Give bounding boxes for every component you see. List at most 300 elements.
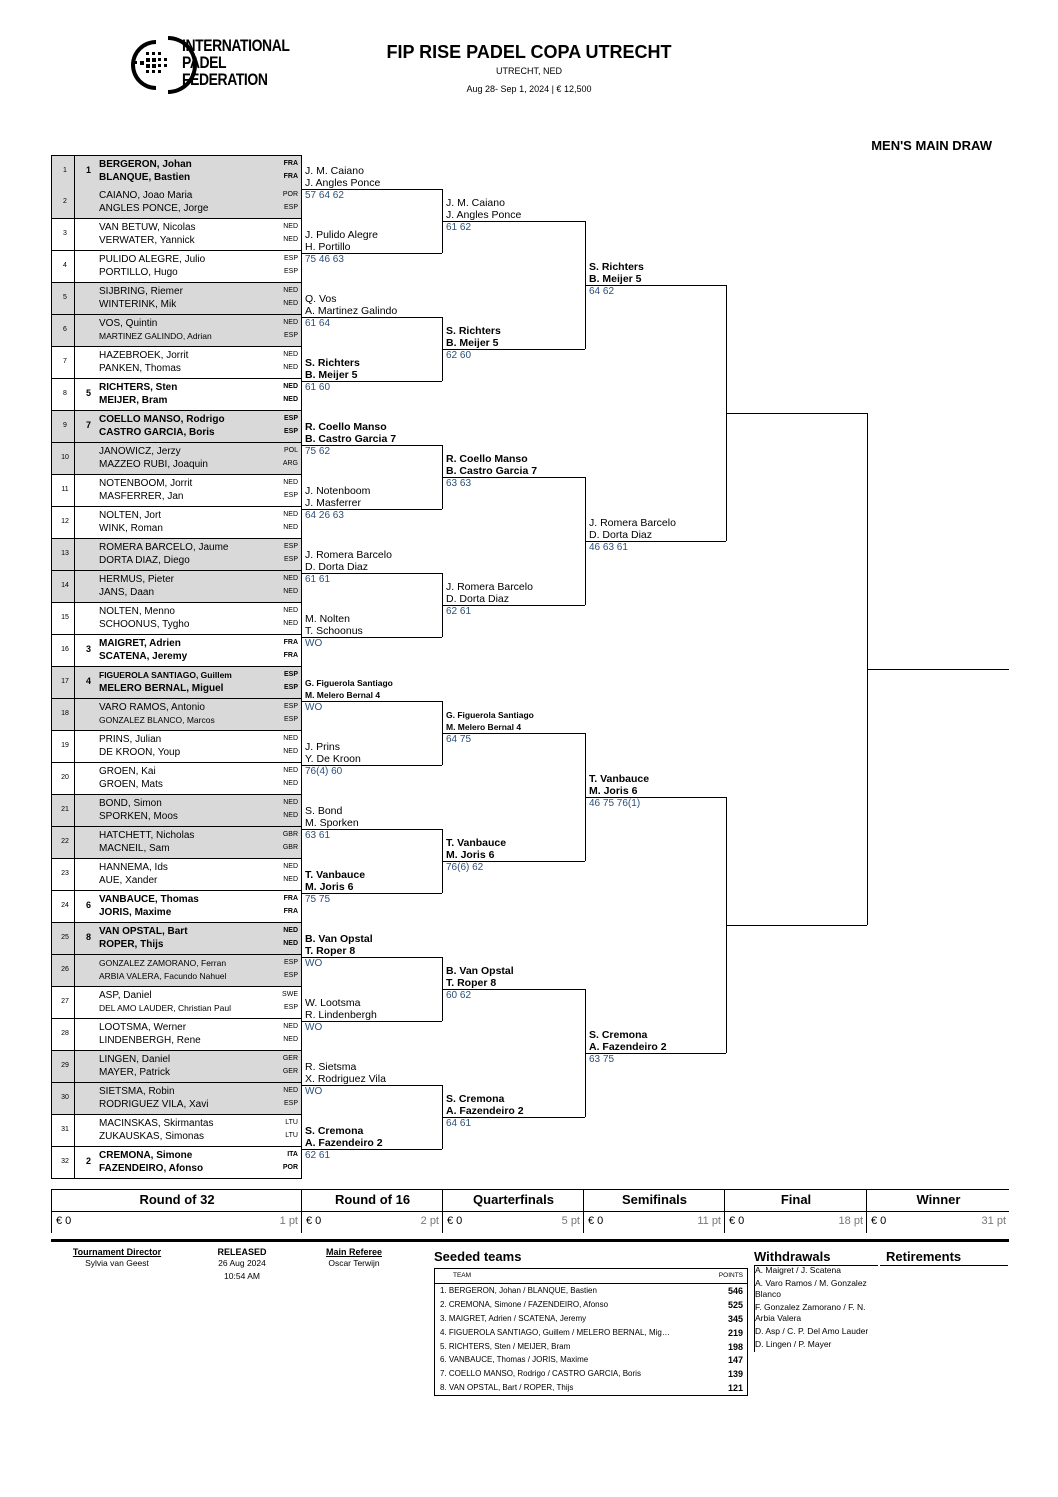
- player-2: MAZZEO RUBI, Joaquin: [99, 459, 208, 470]
- referee-block: [302, 1247, 406, 1270]
- director-block: [62, 1247, 172, 1270]
- round-prize-cell: [442, 1211, 584, 1233]
- player-1: MACINSKAS, Skirmantas: [99, 1118, 214, 1129]
- player-2: CASTRO GARCIA, Boris: [99, 427, 215, 438]
- qf-team-2: B. Castro Garcia 7: [446, 465, 538, 477]
- country-2: ESP: [283, 268, 298, 275]
- country-1: POR: [282, 191, 298, 198]
- slot-number: 2: [63, 198, 67, 205]
- seeded-team: 4. FIGUEROLA SANTIAGO, Guillem / MELERO BERNAL, Mig…: [440, 1327, 670, 1337]
- tournament-location: UTRECHT, NED: [495, 66, 562, 76]
- slot-divider: [74, 891, 75, 922]
- final-line: [727, 413, 867, 414]
- player-2: PORTILLO, Hugo: [99, 267, 178, 278]
- round-name: Semifinals: [583, 1189, 725, 1211]
- qf-team-1: G. Figuerola Santiago: [446, 710, 534, 720]
- withdrawal-item: D. Lingen / P. Mayer: [755, 1339, 832, 1349]
- country-1: NED: [283, 767, 298, 774]
- player-2: MELERO BERNAL, Miguel: [99, 683, 224, 694]
- r16-score: 61 61: [305, 574, 331, 585]
- seeded-team: 2. CREMONA, Simone / FAZENDEIRO, Afonso: [440, 1299, 609, 1309]
- country-1: POL: [283, 447, 298, 454]
- seed-number: 7: [86, 420, 92, 430]
- r16-team-1: J. Pulido Alegre: [305, 229, 378, 241]
- round-points: 5 pt: [561, 1215, 580, 1227]
- qf-team-2: A. Fazendeiro 2: [446, 1105, 524, 1117]
- round-prize-cell: [724, 1211, 867, 1233]
- qf-team-2: B. Meijer 5: [446, 337, 499, 349]
- player-2: WINK, Roman: [99, 523, 163, 534]
- seeded-row: [435, 1353, 747, 1367]
- r16-score: 75 75: [305, 894, 331, 905]
- country-1: FRA: [283, 160, 298, 167]
- player-1: VARO RAMOS, Antonio: [99, 702, 205, 713]
- slot-number: 18: [61, 710, 69, 717]
- player-1: HANNEMA, Ids: [99, 862, 168, 873]
- player-1: NOLTEN, Jort: [99, 510, 162, 521]
- player-2: GONZALEZ BLANCO, Marcos: [99, 715, 215, 725]
- draw-name: MEN'S MAIN DRAW: [871, 138, 992, 153]
- seeded-row: [435, 1284, 747, 1298]
- released-time: 10:54 AM: [224, 1271, 260, 1281]
- country-2: ESP: [283, 492, 298, 499]
- sf-team-2: M. Joris 6: [589, 785, 638, 797]
- slot-divider: [74, 827, 75, 858]
- player-1: RICHTERS, Sten: [99, 382, 178, 393]
- seeded-row: [435, 1326, 747, 1340]
- draw-slot: [51, 1083, 302, 1115]
- qf-team-1: B. Van Opstal: [446, 965, 514, 977]
- player-2: DEL AMO LAUDER, Christian Paul: [99, 1003, 231, 1013]
- seeded-row: [435, 1381, 747, 1395]
- player-1: BOND, Simon: [99, 798, 162, 809]
- referee-label: Main Referee: [325, 1247, 383, 1257]
- logo-text: INTERNATIONAL PADEL FEDERATION: [182, 36, 290, 89]
- qf-team-1: S. Richters: [446, 325, 501, 337]
- slot-divider: [74, 1115, 75, 1146]
- round-prize-cell: [301, 1211, 443, 1233]
- slot-divider: [74, 603, 75, 634]
- country-1: NED: [283, 383, 298, 390]
- slot-number: 15: [61, 614, 69, 621]
- slot-divider: [74, 315, 75, 346]
- qf-score: 62 61: [446, 606, 472, 617]
- withdrawal-item: D. Asp / C. P. Del Amo Lauder: [755, 1326, 869, 1336]
- slot-divider: [74, 411, 75, 442]
- player-2: ZUKAUSKAS, Simonas: [99, 1131, 205, 1142]
- player-1: NOTENBOOM, Jorrit: [99, 478, 193, 489]
- player-2: MEIJER, Bram: [99, 395, 168, 406]
- released-date: 26 Aug 2024: [218, 1258, 266, 1268]
- player-2: BLANQUE, Bastien: [99, 172, 191, 183]
- r16-team-2: R. Lindenbergh: [305, 1009, 377, 1021]
- sf-score: 64 62: [589, 286, 615, 297]
- director-name: Sylvia van Geest: [85, 1258, 149, 1268]
- country-2: FRA: [283, 908, 298, 915]
- player-2: ARBIA VALERA, Facundo Nahuel: [99, 971, 227, 981]
- player-1: MAIGRET, Adrien: [99, 638, 181, 649]
- qf-team-1: J. M. Caiano: [446, 197, 505, 209]
- seeded-points: 219: [727, 1327, 743, 1338]
- country-1: ESP: [283, 543, 298, 550]
- country-2: NED: [283, 780, 298, 787]
- slot-number: 27: [61, 998, 69, 1005]
- slot-number: 8: [63, 390, 67, 397]
- country-1: NED: [283, 1023, 298, 1030]
- slot-number: 30: [61, 1094, 69, 1101]
- player-1: VAN OPSTAL, Bart: [99, 926, 188, 937]
- qf-score: 61 62: [446, 222, 472, 233]
- withdrawals-list: [754, 1265, 877, 1352]
- country-1: NED: [283, 287, 298, 294]
- seeded-title: Seeded teams: [434, 1249, 522, 1264]
- slot-divider: [74, 283, 75, 314]
- slot-divider: [74, 1051, 75, 1082]
- draw-slot: [51, 1115, 302, 1147]
- country-1: NED: [283, 479, 298, 486]
- slot-number: 1: [63, 167, 67, 174]
- round-name: Round of 32: [51, 1189, 302, 1211]
- player-1: NOLTEN, Menno: [99, 606, 175, 617]
- slot-number: 28: [61, 1030, 69, 1037]
- seed-number: 4: [86, 676, 92, 686]
- seeded-team: 3. MAIGRET, Adrien / SCATENA, Jeremy: [440, 1313, 587, 1323]
- country-2: NED: [283, 620, 298, 627]
- country-2: ESP: [283, 972, 298, 979]
- draw-slot: [51, 443, 302, 475]
- slot-divider: [74, 347, 75, 378]
- withdrawal-item: F. Gonzalez Zamorano / F. N. Arbia Valera: [755, 1302, 866, 1323]
- r16-team-2: H. Portillo: [305, 241, 351, 253]
- r16-team-1: S. Richters: [305, 357, 360, 369]
- r16-team-1: T. Vanbauce: [305, 869, 366, 881]
- player-2: RODRIGUEZ VILA, Xavi: [99, 1099, 209, 1110]
- round-name: Winner: [866, 1189, 1010, 1211]
- player-1: VANBAUCE, Thomas: [99, 894, 199, 905]
- r16-team-2: B. Castro Garcia 7: [305, 433, 397, 445]
- country-1: NED: [283, 927, 298, 934]
- country-2: ESP: [283, 556, 298, 563]
- draw-slot: [51, 219, 302, 251]
- round-prize-cell: [866, 1211, 1010, 1233]
- country-2: ESP: [283, 428, 298, 435]
- sf-team-1: T. Vanbauce: [589, 773, 650, 785]
- player-1: HAZEBROEK, Jorrit: [99, 350, 189, 361]
- country-1: GBR: [282, 831, 298, 838]
- released-label: RELEASED: [217, 1247, 267, 1257]
- seed-number: 1: [86, 165, 92, 175]
- country-2: ESP: [283, 1004, 298, 1011]
- slot-divider: [74, 443, 75, 474]
- country-1: ITA: [287, 1151, 298, 1158]
- seeded-row: [435, 1367, 747, 1381]
- footer-rule: [51, 1239, 1009, 1242]
- r16-team-2: T. Roper 8: [305, 945, 356, 957]
- qf-team-2: D. Dorta Diaz: [446, 593, 510, 605]
- slot-divider: [74, 795, 75, 826]
- seeded-team: 5. RICHTERS, Sten / MEIJER, Bram: [440, 1341, 571, 1351]
- player-1: PULIDO ALEGRE, Julio: [99, 254, 206, 265]
- released-block: [190, 1247, 294, 1283]
- slot-number: 20: [61, 774, 69, 781]
- round-prize: € 0: [729, 1215, 745, 1227]
- player-2: SCHOONUS, Tygho: [99, 619, 190, 630]
- slot-divider: [74, 763, 75, 794]
- slot-number: 26: [61, 966, 69, 973]
- r16-team-2: M. Joris 6: [305, 881, 354, 893]
- r16-line: [302, 701, 442, 702]
- country-1: NED: [283, 607, 298, 614]
- player-1: GONZALEZ ZAMORANO, Ferran: [99, 958, 227, 968]
- qf-team-1: S. Cremona: [446, 1093, 505, 1105]
- player-1: VAN BETUW, Nicolas: [99, 222, 196, 233]
- draw-slot: [51, 283, 302, 315]
- seeded-table: [434, 1268, 748, 1396]
- r16-team-1: M. Nolten: [305, 613, 350, 625]
- sf-score: 46 63 61: [589, 542, 628, 553]
- slot-divider: [74, 1147, 75, 1178]
- country-1: NED: [283, 799, 298, 806]
- seed-number: 8: [86, 932, 92, 942]
- r16-line: [302, 957, 442, 958]
- country-2: NED: [283, 588, 298, 595]
- slot-number: 3: [63, 230, 67, 237]
- country-1: NED: [283, 511, 298, 518]
- seed-number: 2: [86, 1156, 92, 1166]
- player-2: DE KROON, Youp: [99, 747, 181, 758]
- withdrawal-item: A. Varo Ramos / M. Gonzalez Blanco: [755, 1278, 867, 1299]
- qf-score: 60 62: [446, 990, 472, 1001]
- r16-score: WO: [305, 638, 323, 649]
- country-2: GBR: [282, 844, 298, 851]
- r16-team-2: T. Schoonus: [305, 625, 363, 637]
- country-1: LTU: [285, 1119, 298, 1126]
- slot-number: 11: [61, 486, 69, 493]
- slot-divider: [74, 187, 75, 218]
- rounds-mid-rule: [51, 1211, 1009, 1212]
- draw-slot: [51, 603, 302, 635]
- round-prize-cell: [583, 1211, 725, 1233]
- country-1: NED: [283, 319, 298, 326]
- player-1: PRINS, Julian: [99, 734, 162, 745]
- tournament-title: FIP RISE PADEL COPA UTRECHT: [386, 42, 672, 62]
- slot-divider: [74, 1019, 75, 1050]
- r16-score: WO: [305, 958, 323, 969]
- country-2: ESP: [283, 1100, 298, 1107]
- draw-slot: [51, 731, 302, 763]
- slot-divider: [74, 379, 75, 410]
- country-2: POR: [282, 1164, 298, 1171]
- slot-divider: [74, 475, 75, 506]
- draw-slot: [51, 859, 302, 891]
- player-1: LOOTSMA, Werner: [99, 1022, 187, 1033]
- r16-score: 76(4) 60: [305, 766, 343, 777]
- slot-divider: [74, 923, 75, 954]
- seeded-row: [435, 1340, 747, 1354]
- r16-team-2: X. Rodriguez Vila: [305, 1073, 386, 1085]
- round-prize: € 0: [306, 1215, 322, 1227]
- sf-team-2: B. Meijer 5: [589, 273, 642, 285]
- seeded-header: [435, 1269, 747, 1284]
- r16-score: WO: [305, 702, 323, 713]
- player-2: WINTERINK, Mik: [99, 299, 177, 310]
- slot-number: 22: [61, 838, 69, 845]
- round-prize: € 0: [56, 1215, 72, 1227]
- player-1: ROMERA BARCELO, Jaume: [99, 542, 229, 553]
- player-1: HERMUS, Pieter: [99, 574, 175, 585]
- team-col-header: TEAM: [453, 1272, 472, 1279]
- round-prize-cell: [51, 1211, 302, 1233]
- sf-team-2: D. Dorta Diaz: [589, 529, 653, 541]
- draw-slot: [51, 347, 302, 379]
- slot-number: 14: [61, 582, 69, 589]
- sf-team-1: J. Romera Barcelo: [589, 517, 676, 529]
- r16-team-1: W. Lootsma: [305, 997, 361, 1009]
- player-2: FAZENDEIRO, Afonso: [99, 1163, 204, 1174]
- r16-team-1: B. Van Opstal: [305, 933, 373, 945]
- r16-team-2: M. Melero Bernal 4: [305, 690, 381, 700]
- player-1: SIJBRING, Riemer: [99, 286, 183, 297]
- draw-slot: [51, 1019, 302, 1051]
- player-2: DORTA DIAZ, Diego: [99, 555, 190, 566]
- seeded-points: 139: [727, 1369, 743, 1380]
- r16-team-1: J. M. Caiano: [305, 165, 364, 177]
- player-2: ROPER, Thijs: [99, 939, 164, 950]
- draw-slot: [51, 827, 302, 859]
- player-2: MAYER, Patrick: [99, 1067, 170, 1078]
- player-1: FIGUEROLA SANTIAGO, Guillem: [99, 670, 232, 680]
- draw-slot: [51, 763, 302, 795]
- r16-line: [302, 1085, 442, 1086]
- slot-divider: [74, 571, 75, 602]
- slot-divider: [74, 635, 75, 666]
- country-1: ESP: [283, 703, 298, 710]
- slot-divider: [74, 699, 75, 730]
- qf-team-2: M. Melero Bernal 4: [446, 722, 522, 732]
- draw-slot: [51, 667, 302, 699]
- r16-team-1: G. Figuerola Santiago: [305, 678, 393, 688]
- qf-team-2: J. Angles Ponce: [446, 209, 522, 221]
- r16-team-2: A. Martinez Galindo: [305, 305, 398, 317]
- qf-score: 63 63: [446, 478, 472, 489]
- sf-team-2: A. Fazendeiro 2: [589, 1041, 667, 1053]
- player-2: PANKEN, Thomas: [99, 363, 181, 374]
- draw-slot: [51, 379, 302, 411]
- country-1: FRA: [283, 895, 298, 902]
- r16-line: [302, 1021, 442, 1022]
- r16-score: WO: [305, 1086, 323, 1097]
- slot-number: 19: [61, 742, 69, 749]
- r16-team-1: S. Cremona: [305, 1125, 364, 1137]
- draw-slot: [51, 987, 302, 1019]
- round-name: Quarterfinals: [442, 1189, 584, 1211]
- seeded-points: 198: [727, 1341, 743, 1352]
- country-1: ESP: [283, 255, 298, 262]
- draw-slot: [51, 155, 302, 188]
- r16-score: 57 64 62: [305, 190, 344, 201]
- player-1: GROEN, Kai: [99, 766, 156, 777]
- slot-number: 4: [63, 262, 67, 269]
- country-2: ESP: [283, 332, 298, 339]
- r16-team-1: J. Romera Barcelo: [305, 549, 392, 561]
- r16-team-1: Q. Vos: [305, 293, 337, 305]
- qf-team-2: M. Joris 6: [446, 849, 495, 861]
- player-1: SIETSMA, Robin: [99, 1086, 175, 1097]
- round-prize: € 0: [871, 1215, 887, 1227]
- slot-number: 13: [61, 550, 69, 557]
- seeded-row: [435, 1312, 747, 1326]
- r16-line: [302, 637, 442, 638]
- country-1: ESP: [283, 959, 298, 966]
- round-points: 11 pt: [697, 1215, 721, 1227]
- player-2: MACNEIL, Sam: [99, 843, 170, 854]
- director-label: Tournament Director: [72, 1247, 162, 1257]
- referee-name: Oscar Terwijn: [328, 1258, 380, 1268]
- seeded-team: 8. VAN OPSTAL, Bart / ROPER, Thijs: [440, 1383, 574, 1393]
- draw-slot: [51, 475, 302, 507]
- seed-number: 3: [86, 644, 92, 654]
- player-2: VERWATER, Yannick: [99, 235, 195, 246]
- country-1: NED: [283, 863, 298, 870]
- draw-slot: [51, 315, 302, 347]
- player-1: LINGEN, Daniel: [99, 1054, 171, 1065]
- player-1: CAIANO, Joao Maria: [99, 190, 193, 201]
- country-1: SWE: [282, 991, 298, 998]
- round-points: 1 pt: [279, 1215, 298, 1227]
- withdrawals-title: Withdrawals: [754, 1249, 831, 1264]
- slot-number: 7: [63, 358, 67, 365]
- points-col-header: POINTS: [718, 1272, 743, 1279]
- country-1: NED: [283, 351, 298, 358]
- seed-number: 5: [86, 388, 92, 398]
- slot-number: 23: [61, 870, 69, 877]
- seeded-points: 525: [727, 1299, 743, 1310]
- withdrawal-item: A. Maigret / J. Scatena: [755, 1265, 841, 1275]
- r16-score: 75 46 63: [305, 254, 344, 265]
- player-2: AUE, Xander: [99, 875, 158, 886]
- country-1: ESP: [283, 415, 298, 422]
- country-1: ESP: [283, 671, 298, 678]
- country-2: NED: [283, 236, 298, 243]
- country-2: ESP: [283, 684, 298, 691]
- r16-score: 62 61: [305, 1150, 331, 1161]
- seeded-points: 546: [727, 1286, 743, 1296]
- slot-number: 16: [61, 646, 69, 653]
- winner-line: [867, 669, 1009, 670]
- slot-divider: [74, 219, 75, 250]
- player-2: JORIS, Maxime: [99, 907, 172, 918]
- rounds-top-rule: [51, 1189, 1009, 1190]
- slot-number: 21: [61, 806, 69, 813]
- draw-slot: [51, 411, 302, 443]
- seeded-row: [435, 1298, 747, 1312]
- qf-team-1: J. Romera Barcelo: [446, 581, 533, 593]
- draw-slot: [51, 1051, 302, 1083]
- qf-team-1: T. Vanbauce: [446, 837, 507, 849]
- r16-score: 61 60: [305, 382, 331, 393]
- sf-score: 46 75 76(1): [589, 798, 641, 809]
- slot-divider: [74, 987, 75, 1018]
- retirements-rule: [880, 1265, 1008, 1266]
- slot-number: 12: [61, 518, 69, 525]
- seed-number: 6: [86, 900, 92, 910]
- slot-number: 25: [61, 934, 69, 941]
- player-2: LINDENBERGH, Rene: [99, 1035, 201, 1046]
- country-2: NED: [283, 524, 298, 531]
- round-prize: € 0: [588, 1215, 604, 1227]
- country-2: ESP: [283, 204, 298, 211]
- round-name: Round of 16: [301, 1189, 443, 1211]
